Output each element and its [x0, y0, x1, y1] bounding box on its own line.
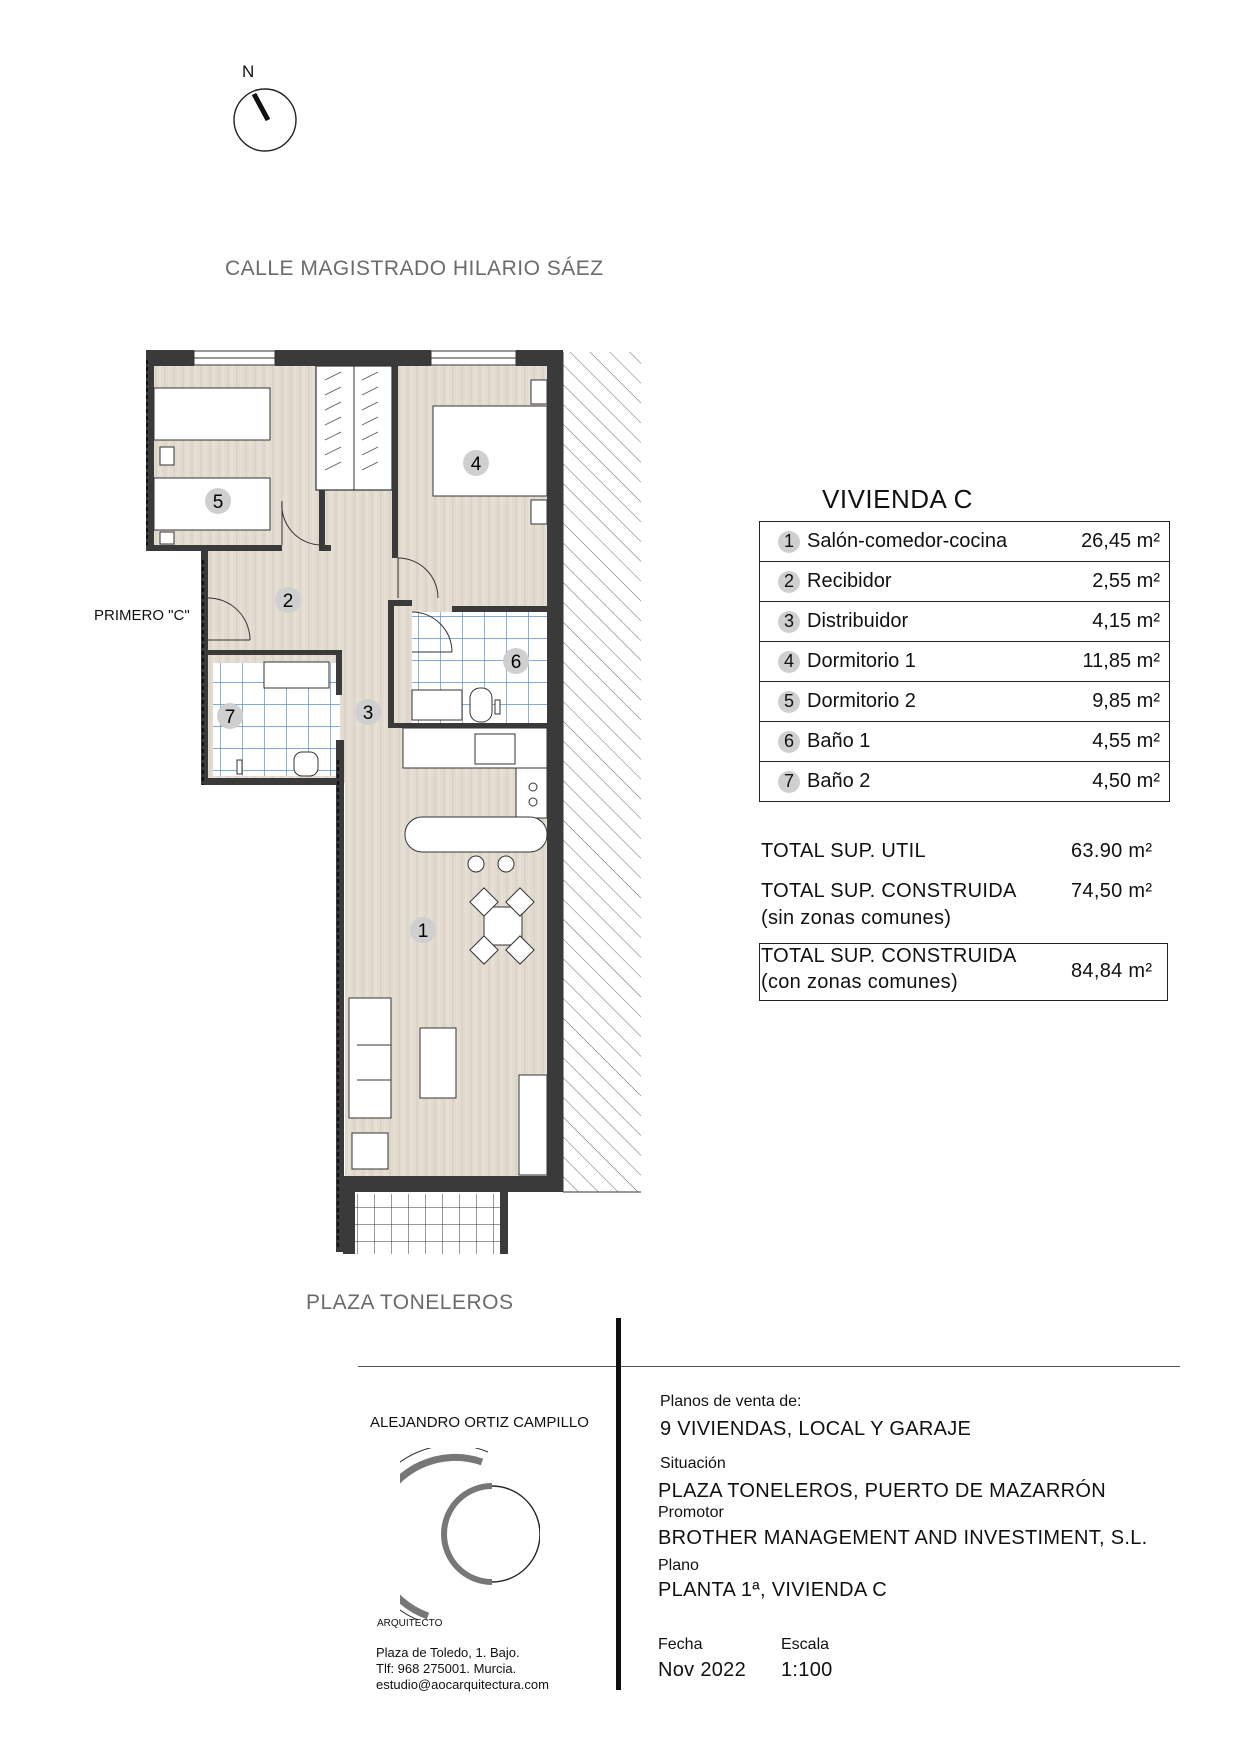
room-name: Distribuidor [807, 610, 909, 632]
situacion-label: Situación [660, 1455, 726, 1472]
total-util-label: TOTAL SUP. UTIL [761, 840, 926, 862]
total-comunes-sub: (con zonas comunes) [761, 971, 958, 993]
room-number: 5 [778, 691, 800, 713]
plan-room-4: 4 [470, 454, 482, 475]
room-number: 3 [778, 611, 800, 633]
total-construida-value: 74,50 m² [1071, 880, 1153, 902]
escala-value: 1:100 [781, 1659, 833, 1681]
total-util-value: 63.90 m² [1071, 840, 1153, 862]
room-area: 4,15 m² [1092, 610, 1160, 632]
room-name: Recibidor [807, 570, 892, 592]
room-number: 4 [778, 651, 800, 673]
total-comunes-value: 84,84 m² [1071, 960, 1153, 982]
room-area: 11,85 m² [1082, 650, 1160, 672]
title-block-vline [616, 1318, 621, 1690]
planos-label: Planos de venta de: [660, 1393, 802, 1410]
plano-label: Plano [658, 1557, 699, 1574]
room-number: 1 [778, 531, 800, 553]
promotor-label: Promotor [658, 1504, 724, 1521]
plan-room-6: 6 [510, 652, 522, 673]
room-name: Dormitorio 1 [807, 650, 916, 672]
table-row [760, 602, 1169, 642]
address-line-1: Plaza de Toledo, 1. Bajo. [376, 1645, 520, 1660]
room-number: 6 [778, 731, 800, 753]
room-name: Baño 2 [807, 770, 871, 792]
table-row [760, 562, 1169, 602]
planos-value: 9 VIVIENDAS, LOCAL Y GARAJE [660, 1418, 972, 1440]
plan-room-7: 7 [224, 707, 236, 728]
total-construida-label: TOTAL SUP. CONSTRUIDA [761, 880, 1017, 902]
compass-icon [230, 86, 300, 154]
north-label: N [242, 62, 255, 81]
plano-value: PLANTA 1ª, VIVIENDA C [658, 1579, 887, 1601]
floor-plan [140, 340, 660, 1260]
north-arrow [230, 62, 300, 154]
table-row [760, 722, 1169, 762]
room-name: Dormitorio 2 [807, 690, 916, 712]
room-area: 9,85 m² [1092, 690, 1160, 712]
plan-room-3: 3 [362, 703, 374, 724]
escala-label: Escala [781, 1636, 830, 1653]
room-number: 7 [778, 771, 800, 793]
room-name: Baño 1 [807, 730, 871, 752]
architect-logo [400, 1448, 540, 1624]
street-top-label: CALLE MAGISTRADO HILARIO SÁEZ [225, 257, 604, 280]
table-row [760, 762, 1169, 802]
address-line-3: estudio@aocarquitectura.com [376, 1677, 549, 1692]
title-block-hline [358, 1366, 1180, 1367]
fecha-value: Nov 2022 [658, 1659, 747, 1681]
room-area: 2,55 m² [1092, 570, 1160, 592]
room-area: 26,45 m² [1081, 530, 1160, 552]
floor-label: PRIMERO "C" [94, 607, 190, 624]
room-number: 2 [778, 571, 800, 593]
room-area-table [759, 521, 1170, 802]
fecha-label: Fecha [658, 1636, 703, 1653]
promotor-value: BROTHER MANAGEMENT AND INVESTIMENT, S.L. [658, 1527, 1148, 1549]
table-row [760, 642, 1169, 682]
room-area: 4,50 m² [1092, 770, 1160, 792]
table-row [760, 522, 1169, 562]
plan-room-1: 1 [417, 921, 429, 942]
total-comunes-label: TOTAL SUP. CONSTRUIDA [761, 945, 1017, 967]
architect-role: ARQUITECTO [377, 1618, 443, 1629]
plan-room-5: 5 [212, 492, 224, 513]
street-bottom-label: PLAZA TONELEROS [306, 1291, 514, 1314]
total-construida-sub: (sin zonas comunes) [761, 907, 952, 929]
room-area: 4,55 m² [1092, 730, 1160, 752]
situacion-value: PLAZA TONELEROS, PUERTO DE MAZARRÓN [658, 1480, 1107, 1502]
vivienda-title: VIVIENDA C [822, 484, 973, 514]
address-line-2: Tlf: 968 275001. Murcia. [376, 1661, 517, 1676]
plan-room-2: 2 [282, 591, 294, 612]
room-name: Salón-comedor-cocina [807, 530, 1008, 552]
architect-name: ALEJANDRO ORTIZ CAMPILLO [370, 1414, 589, 1431]
table-row [760, 682, 1169, 722]
